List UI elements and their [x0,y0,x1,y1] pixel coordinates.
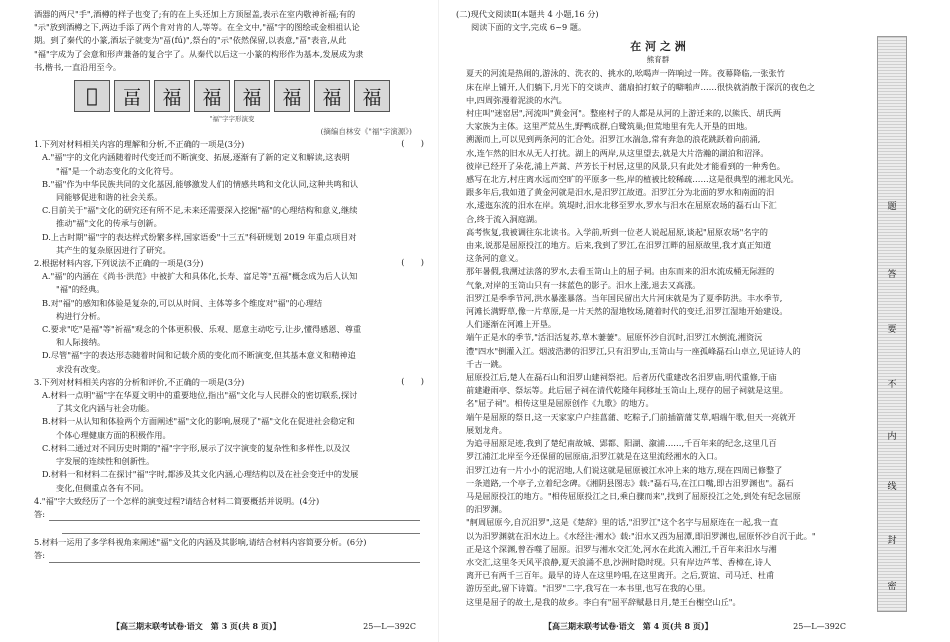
article-line: 名"屈子祠"。相传这里是屈原创作《九歌》的地方。 [466,398,654,409]
article-line: 人们逐渐在河滩上开垦。 [466,319,557,330]
option-continuation: 构进行分析。 [56,310,106,321]
fu-glyph: 福 [194,80,230,112]
article-line: 端午是屈原的祭日,这一天家家户户挂菖蒲、吃粽子,门前插箭蒲艾草,唱端午歌,但天一亮就开 [466,411,796,422]
article-line: 这里是屈子的故土,是我的故乡。李白有"屈平辞赋悬日月,楚王台榭空山丘"。 [466,596,741,607]
fu-glyph: 福 [154,80,190,112]
fu-glyph: 畐 [114,80,150,112]
answer-option[interactable]: B.材料一从认知和体验两个方面阐述"福"文化的影响,展现了"福"文化在促进社会稳定和 [42,416,355,427]
option-continuation: 同能够促进和谐的社会关系。 [56,192,163,203]
intro-line: 书,楷书,一直沿用至今。 [34,61,122,72]
seal-char: 封 [887,536,897,546]
article-line: 床在岸上铺开,人们躺下,月光下的交谈声、蒲扇拍打蚊子的噼啪声……很快就消散于深沉的夜色之 [466,81,816,92]
option-continuation: 字发展的连续性和创新性。 [56,456,155,467]
intro-line: "示"放到酒樽之下,两边手添了两个肯对肯的人,等等。在全文中,"福"字的图绘或金相祖认论 [34,22,360,33]
seal-char: 题 [887,202,897,212]
question-2 [34,257,430,376]
seal-char: 密 [887,582,897,592]
fu-glyph: 𥘆 [74,80,110,112]
q4-answer-line-2 [62,521,420,534]
article-line: 前建避雨亭、祭坛等。此后屈子祠在清代乾隆年间移址玉笥山上,现存的屈子祠就是这里。 [466,385,788,396]
article-line: 游历至此,留下诗篇。"汨罗"二字,我写在一本书里,也写在我的心里。 [466,583,711,594]
seal-binding-strip [877,36,907,612]
article-line: 罗江浦江北岸至今还保留的屈原庙,汨罗江就是在这里流经湘水的入口。 [466,451,723,462]
article-line: 合,终于流入洞庭湖。 [466,213,543,224]
left-footer-title: 【高三期末联考试卷·语文 第 3 页(共 8 页)】 [112,621,281,631]
answer-option[interactable]: A.材料一点明"福"字在华夏文明中的重要地位,指出"福"文化与人民群众的密切联系,探讨 [42,390,358,401]
article-line: 高考恢复,我被调往东北读书。入学前,听到一位老人说起屈原,谈起"屈原农场"名字的 [466,226,768,237]
answer-parenthesis[interactable]: ( ) [401,375,424,386]
article-line: 正是这个深渊,曾吞噬了屈原。汨罗与湘水交汇处,河水在此流入湘江,千百年来汨水与湘 [466,543,777,554]
option-continuation: 了其文化内涵与社会功能。 [56,403,155,414]
article-line: 大家族为主体。这里严荒丛生,野鸭成群,白鹭筑巢;但荒地里有先人开垦的田地。 [466,121,753,132]
option-continuation: 其产生的复杂原因进行了研究。 [56,244,171,255]
intro-line: 酒器的两尺"手",酒樽的样子也变了;有的在上头还加上方顶屋盖,表示在室内敬神祈福;有的 [34,9,356,19]
article-line: 端午正是水的季节,"活汨活复苏,草木萋萋"。屈原怀沙自沉时,汨罗江水倒流,湘资沅 [466,332,763,343]
article-line: 的汨罗渊。 [466,504,507,515]
intro-line: "福"字成为了会意和形声兼备的复合字了。从秦代以后这一小篆的构形作为基本,发展成为隶 [34,48,364,59]
article-line: 感写在北方,村庄离水远而空旷的平原多一些,岸的植被比较稀疏……这是很典型的湘北风光。 [466,174,799,185]
article-line: 展划龙舟。 [466,424,507,435]
right-content [448,0,860,609]
answer-option[interactable]: A."福"的内涵在《尚书·洪范》中被扩大和具体化,长寿、富足等"五福"概念成为后人认知 [42,271,358,282]
fu-glyph: 福 [274,80,310,112]
option-continuation: 个体心理健康方面的积极作用。 [56,429,171,440]
answer-option[interactable]: D.材料一和材料二在探讨"福"字时,都涉及其文化内涵,心理结构以及在社会变迁中的发展 [42,469,359,480]
left-footer [0,621,430,632]
article-line: 为追寻屈原足迹,我到了楚纪南故城、郢都、阳湖、溆浦……,千百年来的纪念,这里几百 [466,438,777,449]
right-footer-code: 25—L—392C [793,622,846,631]
q4-answer-area[interactable] [34,508,430,521]
article-line: 溯源而上,可以见到两条河的汇合处。汨罗江水湍急,常有奔急的浪花跳跃着向前涌, [466,134,761,145]
seal-char: 答 [887,270,897,280]
answer-option[interactable]: B."福"作为中华民族共同的文化基因,能够激发人们的情感共鸣和文化认同,这种共鸣和认 [42,178,359,189]
option-continuation: 求没有改变。 [56,363,106,374]
question-1 [34,138,430,257]
page-divider [438,0,439,642]
article-line: 夏天的河流是热闹的,游泳的、洗衣的、挑水的,吆喝声一阵响过一阵。夜幕降临,一张张竹 [466,68,785,79]
article-line: 澧"四水"倒灌入江。烟波浩渺的汨罗江,只有汨罗山,玉笥山与一座孤峰磊石山卓立,见证诗人的 [466,345,801,356]
article-line: "舸周屈原今,自沉汨罗",这是《楚辞》里的话,"汨罗江"这个名字与屈原连在一起,我一直 [466,517,779,528]
article-line: 千古一跳。 [466,358,507,369]
left-page [0,0,430,642]
article-line: 气象,对岸的玉笥山只有一抹蓝色的影子。汨水上涨,退去又高涨。 [466,279,701,290]
option-continuation: 和人际接纳。 [56,337,106,348]
article-line: 马是屈原投江的地方。"相传屈原投江之日,乘白骤而来",找到了屈原投江之处,到处有纪念屈原 [466,490,801,501]
article-line: 一条道路,一个亭子,立着纪念碑。《湘阴县图志》载:"磊石马,在江口嘴,即古汨罗渊也"。磊石 [466,477,794,488]
question-stem: 2.根据材料内容,下列说法不正确的一项是(3分) [34,258,204,269]
q5-answer-line [49,550,420,563]
article-line: 以为汨罗渊就在汨水边上。《水经注·湘水》载:"汨水又西为屈潭,即汨罗渊也,屈原怀沙自沉于此。" [466,530,816,541]
article-line: 汨罗江是季季节河,洪水暴涨暴落。当年国民留出大片河床就是为了夏季防洪。丰水季节, [466,292,783,303]
q4-answer-line [49,508,420,521]
article-author: 熊育群 [646,55,670,65]
article-line: 彼岸已经开了朵花,浦上芦蒿、芦芳长于村居,这里的风景,只有此处才能看到的一种秀色。 [466,160,785,171]
article-line: 水交汇,这里冬天风平浪静,夏天浪涌不息,沙洲时隐时现。只有岸边芦苇、香樟在,诗人 [466,556,772,567]
answer-option[interactable]: A."福"字的文化内涵随着时代变迁而不断演变、拓展,逐渐有了新的定义和解读,这表明 [42,152,350,163]
answer-option[interactable]: C.材料二通过对不同历史时期的"福"字字形,展示了汉字演变的复杂性和多样性,以及汉 [42,442,350,453]
q5-answer-label: 答: [34,550,45,561]
fu-glyph: 福 [314,80,350,112]
fu-glyph: 福 [354,80,390,112]
source-citation: (摘编自林安《"福"字演源》) [320,127,412,137]
answer-parenthesis[interactable]: ( ) [401,138,424,149]
answer-option[interactable]: B.对"福"的感知和体验是复杂的,可以从时间、主体等多个维度对"福"的心理结 [42,297,323,308]
option-continuation: 推动"福"文化的传承与创新。 [56,218,162,229]
article-line: 水,连乍然的旧水从无人打扰。湖上的两岸,从这里望去,就是大片浩瀚的湖泊和沼泽。 [466,147,769,158]
article-line: 屈原投江后,楚人在磊石山和汨罗山建祠祭祀。后者历代重建改名汨罗庙,明代重修,于庙 [466,372,777,383]
question-stem: 1.下列对材料相关内容的理解和分析,不正确的一项是(3分) [34,139,245,150]
question-stem: 3.下列对材料相关内容的分析和评价,不正确的一项是(3分) [34,376,245,387]
question-5: 5.材料一运用了多学科视角来阐述"福"文化的内涵及其影响,请结合材料内容简要分析。(6分) [34,537,367,548]
option-continuation: "福"是一个动态变化的文化符号。 [56,165,179,176]
right-footer [448,621,860,632]
answer-option[interactable]: D.尽管"福"字的表达形态随着时间和记载介质的变化而不断演变,但其基本意义和精神追 [42,350,356,361]
left-content [0,0,430,563]
answer-option[interactable]: C.要求"吃"是福"等"祈福"观念的个体更积极、乐观、愿意主动吃亏,让步,懂得感恩、尊重 [42,324,362,335]
article-line: 跟多年后,我如道了黄金河就是汨水,是汨罗江故道。汨罗江分为北面的罗水和南面的汨 [466,187,775,198]
intro-paragraph [34,8,430,74]
intro-line: 期。到了秦代的小篆,酒坛子就变为"畐(fú)",祭台的"示"依然保留,以表意,"畐"表音,从此 [34,35,347,46]
section-heading: (二)现代文阅读Ⅱ(本题共 4 小题,16 分) [456,9,599,19]
option-continuation: "福"的经典。 [56,284,105,295]
article-line: 河滩长满野草,像一片草原,是一片天然的湿地牧场,随着时代的变迁,汨罗江湿地开始建设。 [466,306,788,317]
reading-instruction: 阅读下面的文字,完成 6~9 题。 [471,22,587,33]
question-4: 4."福"字大致经历了一个怎样的演变过程?请结合材料二简要概括并说明。(4分) [34,495,320,506]
article-line: 由来,说那是屈原投江的地方。后来,我到了罗江,在汨罗江畔的屈原故里,我才真正知道 [466,240,772,251]
q4-answer-label: 答: [34,508,45,519]
seal-char: 线 [887,482,897,492]
article-line: 那年暑假,我溯过法落的罗水,去看玉笥山上的屈子祠。由东而来的汨水流成桶无际涯的 [466,266,775,277]
right-footer-title: 【高三期末联考试卷·语文 第 4 页(共 8 页)】 [544,621,713,631]
article-line: 水,逶迤东流的汨水在岸。筑堤时,汨水北移至罗水,罗水与汨水在屈原农场的磊石山下汇 [466,200,777,211]
question-3 [34,376,430,495]
fu-glyph: 福 [234,80,270,112]
questions-block [34,138,430,494]
q5-answer-area[interactable] [34,549,430,562]
answer-parenthesis[interactable]: ( ) [401,257,424,268]
seal-char: 内 [887,432,897,442]
article-line: 村庄叫"迷窑居",河流叫"黄金河"。整座村子的人都是从河的上游迁来的,以熊氏、胡氏两 [466,108,782,119]
article-line: 汨罗江边有一片小小的泥沼地,人们说这就是屈原被江水冲上来的地方,现在四周已修整了 [466,464,783,475]
glyph-caption: "福"字字形演变 [209,115,255,124]
right-page [448,0,860,642]
article-line: 这条河的意义。 [466,253,524,264]
answer-option[interactable]: C.目前关于"福"文化的研究还有所不足,未来还需要深入挖掘"福"的心理结构和意义,继续 [42,205,358,216]
answer-option[interactable]: D.上古时期"福"字的表达样式纷繁多样,国家语委"十三五"科研规划 2019 年重点项目对 [42,231,357,242]
seal-char: 不 [887,380,897,390]
article-body [456,67,860,608]
glyph-evolution-strip [34,80,430,112]
article-title: 在 河 之 洲 [630,40,686,54]
seal-char: 要 [887,325,897,335]
article-line: 中,四周弥漫着泥淡的水汽。 [466,94,567,105]
option-continuation: 变化,但侧重点各有不同。 [56,482,149,493]
article-line: 离开已有两千三百年。最早的诗人在这里吟唱,在这里离开。之后,贾谊、司马迁、杜甫 [466,570,775,581]
left-footer-code: 25—L—392C [363,622,416,631]
